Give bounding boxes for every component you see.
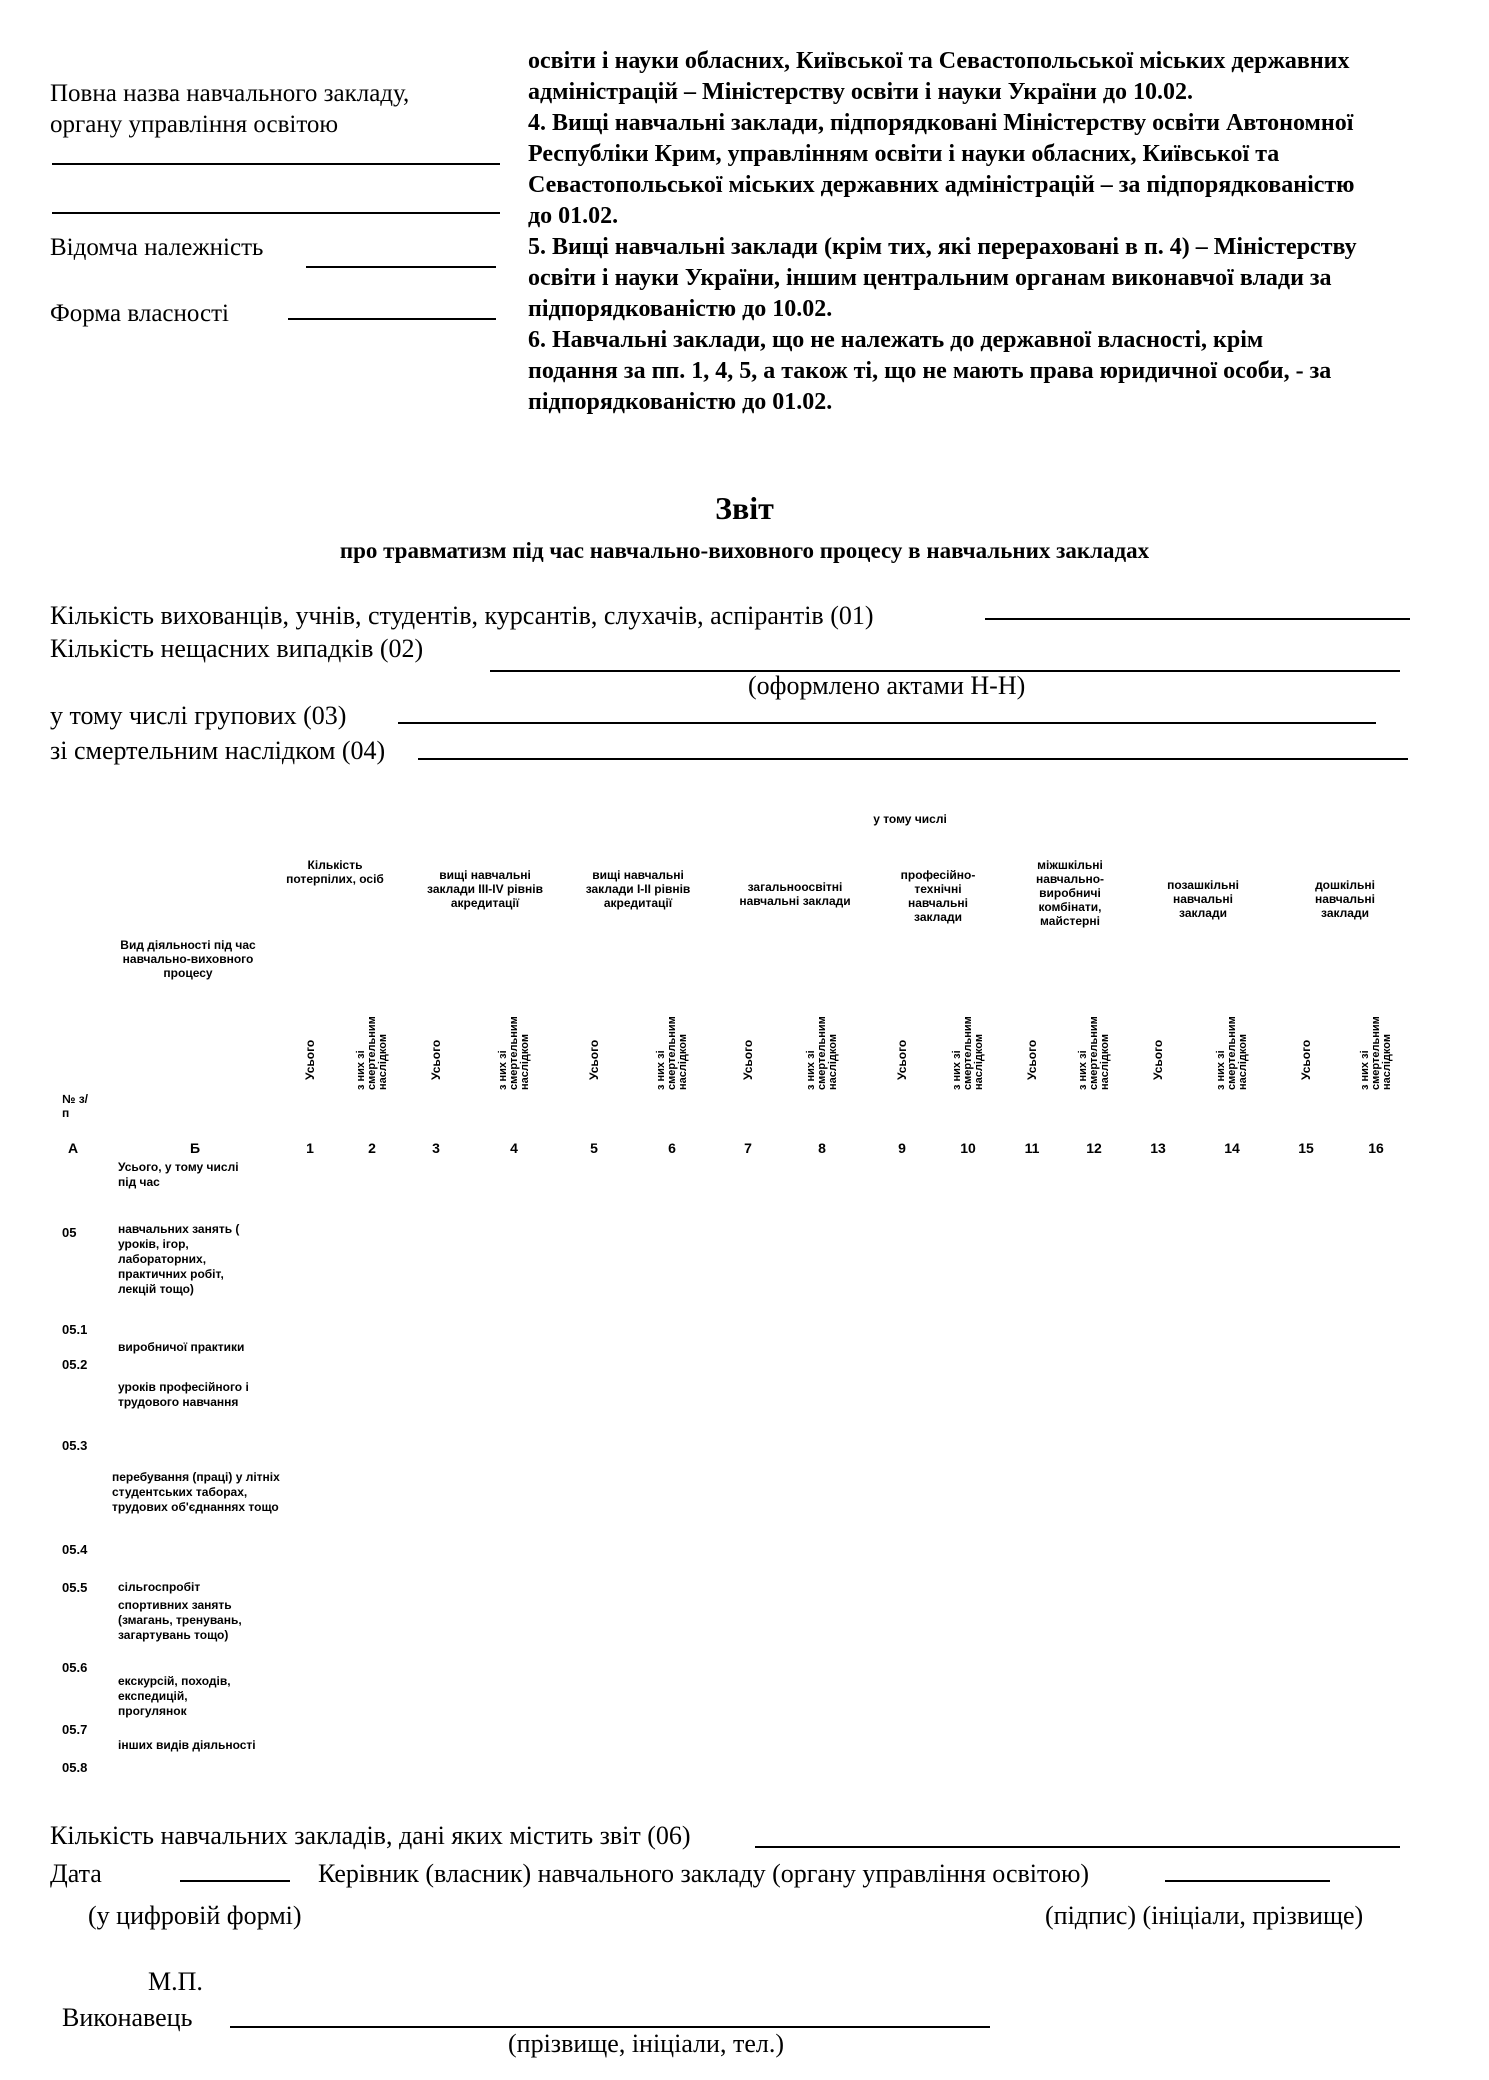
signature-field[interactable] (1165, 1880, 1330, 1882)
q04-field[interactable] (418, 758, 1408, 760)
row-code-05-7: 05.7 (62, 1722, 88, 1737)
row-text-05-5: сільгоспробіт (118, 1580, 201, 1594)
digital-note: (у цифровій формі) (88, 1901, 302, 1930)
col-number-6: 6 (668, 1140, 676, 1156)
sub-header-fatal: з них зі смертельним наслідком (497, 1016, 531, 1090)
full-name-field-line1[interactable] (52, 163, 500, 165)
col-number-3: 3 (432, 1140, 440, 1156)
stamp-label: М.П. (148, 1967, 203, 1996)
col-number-7: 7 (744, 1140, 752, 1156)
row-code-05: 05 (62, 1225, 77, 1240)
col-number-16: 16 (1368, 1140, 1384, 1156)
group-header-2: вищі навчальні заклади III-IV рівнів акредитації (427, 868, 543, 910)
row-text-05-3: уроків професійного і трудового навчання (118, 1380, 249, 1409)
row-code-05-4: 05.4 (62, 1542, 88, 1557)
col-letter-b: Б (189, 1140, 201, 1156)
col-number-5: 5 (590, 1140, 598, 1156)
col-number-2: 2 (368, 1140, 376, 1156)
instruction-p6: 6. Навчальні заклади, що не належать до державної власності, крім подання за пп. 1, 4, 5, а також ті, що не мають права юридичної особи, - за підпорядкованістю до 01.02. (528, 327, 1332, 415)
row-text-05-7: екскурсій, походів, експедицій, прогулянок (118, 1674, 231, 1718)
group-header-4: загальноосвітні навчальні заклади (739, 880, 851, 908)
col-number-13: 13 (1150, 1140, 1166, 1156)
group-header-1: Кількість потерпілих, осіб (286, 858, 384, 886)
col-number-15: 15 (1298, 1140, 1314, 1156)
group-header-6: міжшкільні навчально-виробничі комбінати, майстерні (1035, 858, 1105, 928)
sub-header-fatal: з них зі смертельним наслідком (355, 1016, 389, 1090)
full-name-label-line2: органу управління освітою (50, 111, 339, 138)
row-code-05-5: 05.5 (62, 1580, 88, 1595)
col-letter-a: А (67, 1140, 79, 1156)
sub-header-total: Усього (587, 1039, 601, 1080)
sub-header-total: Усього (1151, 1039, 1165, 1080)
row-text-05-8: інших видів діяльності (118, 1738, 256, 1752)
sub-header-total: Усього (895, 1039, 909, 1080)
sub-header-fatal: з них зі смертельним наслідком (1077, 1016, 1111, 1090)
col-number-10: 10 (960, 1140, 976, 1156)
q01-field[interactable] (985, 618, 1410, 620)
report-title: Звіт (715, 490, 774, 526)
sub-header-total: Усього (1299, 1039, 1313, 1080)
q02-note: (оформлено актами Н-Н) (748, 671, 1026, 700)
row-text-05-2: виробничої практики (118, 1340, 245, 1354)
instruction-p4: 4. Вищі навчальні заклади, підпорядковані Міністерству освіти Автономної Республіки Крим, управлінням освіти і науки обласних, Київської та Севастопольської міських державних адміністрацій – за підпорядкованістю до 01.02. (528, 110, 1355, 229)
q02-label: Кількість нещасних випадків (02) (50, 634, 424, 663)
row-text-05: Усього, у тому числі під час (118, 1160, 239, 1189)
no-header: № з/п (62, 1092, 89, 1120)
sub-header-fatal: з них зі смертельним наслідком (1359, 1016, 1393, 1090)
instruction-p1: освіти і науки обласних, Київської та Севастопольської міських державних адміністрацій – Міністерству освіти і науки України до 10.02. (528, 48, 1350, 105)
row-code-05-1: 05.1 (62, 1322, 88, 1337)
group-header-5: професійно-технічні навчальні заклади (900, 868, 976, 924)
full-name-field-line2[interactable] (52, 212, 500, 214)
executor-note: (прізвище, ініціали, тел.) (508, 2029, 785, 2058)
q04-label: зі смертельним наслідком (04) (50, 736, 386, 765)
instructions-block (528, 46, 1358, 418)
q01-label: Кількість вихованців, учнів, студентів, курсантів, слухачів, аспірантів (01) (50, 601, 874, 630)
row-code-05-3: 05.3 (62, 1438, 88, 1453)
full-name-label (50, 78, 510, 140)
count-field[interactable] (755, 1846, 1400, 1848)
group-header-8: дошкільні навчальні заклади (1314, 878, 1376, 920)
executor-label: Виконавець (62, 2003, 193, 2032)
date-label: Дата (50, 1859, 102, 1888)
sub-header-total: Усього (1025, 1039, 1039, 1080)
activity-header: Вид діяльності під час навчально-виховного процесу (120, 938, 256, 980)
sign-note: (підпис) (ініціали, прізвище) (1045, 1901, 1364, 1930)
col-number-8: 8 (818, 1140, 826, 1156)
ownership-label: Форма власності (50, 300, 229, 327)
sub-header-total: Усього (429, 1039, 443, 1080)
dept-field[interactable] (306, 266, 496, 268)
row-text-05-4: перебування (праці) у літніх студентських таборах, трудових об'єднаннях тощо (112, 1470, 280, 1514)
col-number-12: 12 (1086, 1140, 1102, 1156)
row-text-05-1: навчальних занять ( уроків, ігор, лабораторних, практичних робіт, лекцій тощо) (118, 1222, 240, 1296)
row-code-05-8: 05.8 (62, 1760, 88, 1775)
col-number-11: 11 (1024, 1140, 1040, 1156)
date-field[interactable] (180, 1880, 290, 1882)
q03-field[interactable] (398, 722, 1376, 724)
sub-header-fatal: з них зі смертельним наслідком (951, 1016, 985, 1090)
sub-header-fatal: з них зі смертельним наслідком (655, 1016, 689, 1090)
row-code-05-2: 05.2 (62, 1357, 88, 1372)
ownership-field[interactable] (288, 318, 496, 320)
q03-label: у тому числі групових (03) (50, 701, 347, 730)
in-that-number-label: у тому числі (873, 812, 947, 826)
col-number-14: 14 (1224, 1140, 1240, 1156)
sub-header-fatal: з них зі смертельним наслідком (805, 1016, 839, 1090)
col-number-9: 9 (898, 1140, 906, 1156)
col-number-1: 1 (306, 1140, 314, 1156)
full-name-label-line1: Повна назва навчального закладу, (50, 80, 410, 107)
instruction-p5: 5. Вищі навчальні заклади (крім тих, які перераховані в п. 4) – Міністерству освіти і науки України, іншим центральним органам виконавчої влади за підпорядкованістю до 10.02. (528, 234, 1357, 322)
sub-header-fatal: з них зі смертельним наслідком (1215, 1016, 1249, 1090)
sub-header-total: Усього (741, 1039, 755, 1080)
col-number-4: 4 (510, 1140, 518, 1156)
group-header-7: позашкільні навчальні заклади (1167, 878, 1239, 920)
report-subtitle: про травматизм під час навчально-виховного процесу в навчальних закладах (339, 538, 1150, 563)
sub-header-total: Усього (303, 1039, 317, 1080)
row-code-05-6: 05.6 (62, 1660, 88, 1675)
count-label: Кількість навчальних закладів, дані яких містить звіт (06) (50, 1821, 691, 1850)
head-label: Керівник (власник) навчального закладу (органу управління освітою) (318, 1859, 1090, 1888)
group-header-3: вищі навчальні заклади I-II рівнів акредитації (585, 868, 691, 910)
dept-label: Відомча належність (50, 234, 264, 261)
row-text-05-6: спортивних занять (змагань, тренувань, загартувань тощо) (118, 1598, 242, 1642)
